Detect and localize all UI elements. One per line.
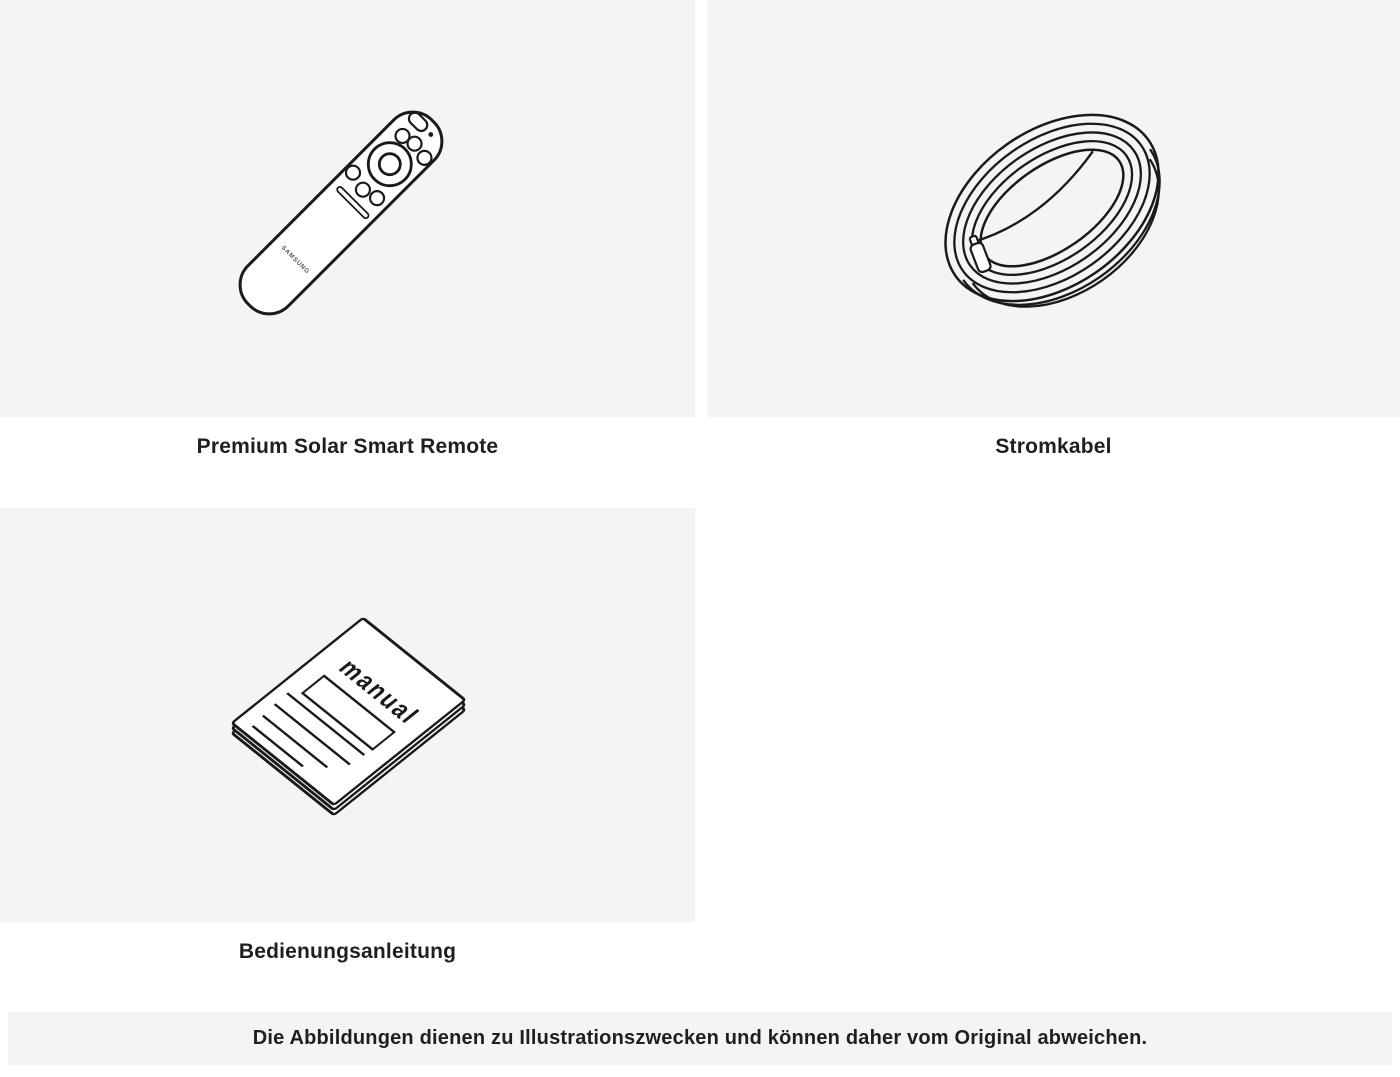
caption-remote: Premium Solar Smart Remote [196,435,499,458]
power-cable-illustration [707,0,1400,417]
remote-control-illustration [0,0,695,417]
remote-brand-text: SAMSUNG [279,244,312,276]
manual-panel [0,508,695,922]
caption-cable: Stromkabel [995,435,1112,458]
illustration-disclaimer: Die Abbildungen dienen zu Illustrationszwecken und können daher vom Original abweichen. [8,1012,1392,1065]
manual-illustration [0,508,695,922]
remote-panel [0,0,695,417]
caption-manual: Bedienungsanleitung [238,940,457,963]
tile-cable [707,0,1400,508]
accessories-row-top [0,0,1400,508]
tile-remote [0,0,695,508]
cable-panel [707,0,1400,417]
manual-cover-text: manual [332,654,426,730]
tile-manual [0,508,695,1012]
